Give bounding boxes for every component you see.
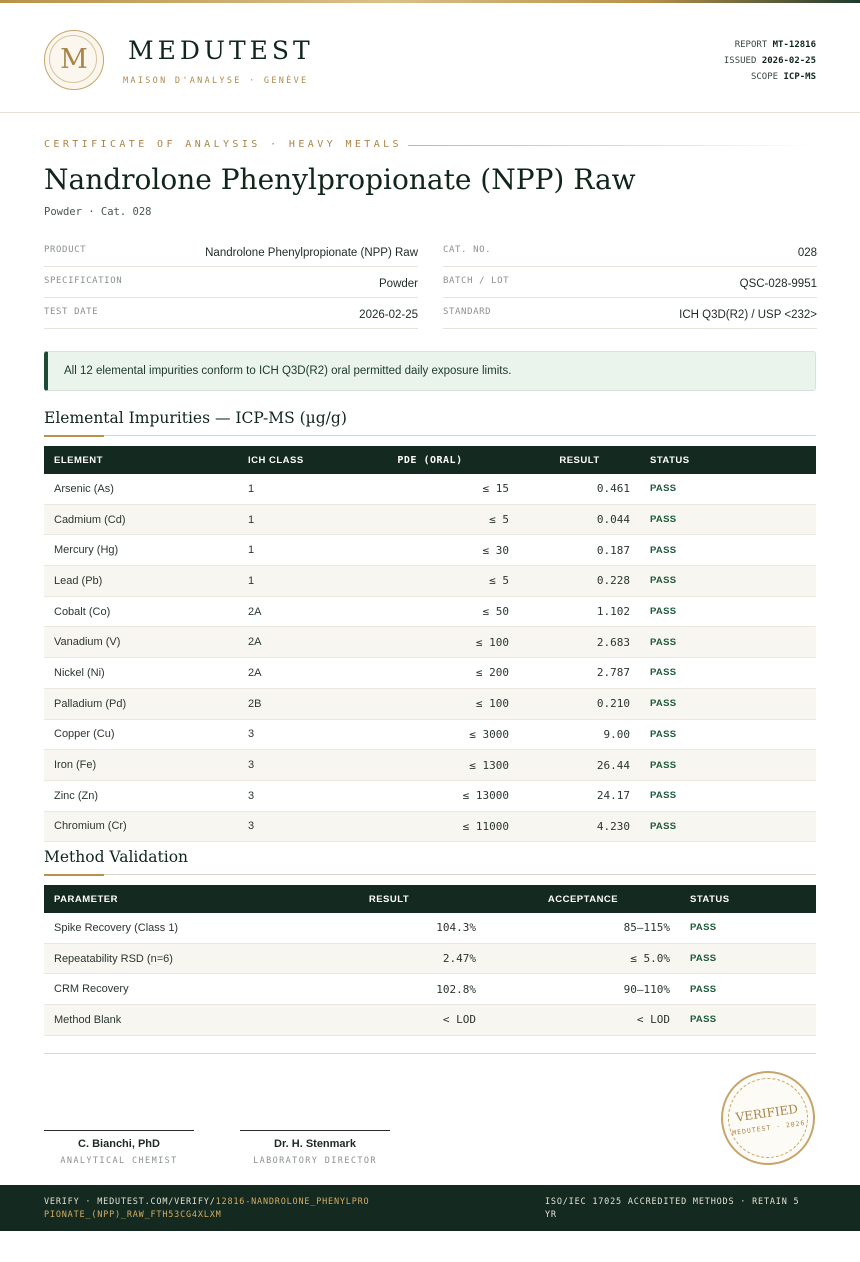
validation-section-heading [44, 848, 816, 875]
pde-cell: ≤ 5 [341, 566, 519, 597]
ich-class-cell: 2B [238, 688, 341, 719]
status-badge: PASS [640, 566, 816, 597]
table-row [44, 535, 816, 566]
status-badge: PASS [680, 1005, 816, 1036]
result-cell: 104.3% [292, 913, 486, 943]
impurities-table-body [44, 474, 816, 842]
page-header [0, 3, 860, 113]
issued-date: 2026-02-25 [761, 56, 816, 66]
result-cell: 1.102 [519, 596, 640, 627]
pde-cell: ≤ 50 [341, 596, 519, 627]
table-row [44, 913, 816, 943]
element-cell: Chromium (Cr) [44, 811, 238, 842]
column-header: ICH CLASS [238, 446, 341, 474]
pde-cell: ≤ 15 [341, 474, 519, 504]
result-cell: 26.44 [519, 750, 640, 781]
parameter-cell: Method Blank [44, 1005, 292, 1036]
ich-class-cell: 3 [238, 811, 341, 842]
table-row [44, 504, 816, 535]
result-cell: 0.461 [519, 474, 640, 504]
ich-class-cell: 2A [238, 596, 341, 627]
result-cell: < LOD [292, 1005, 486, 1036]
subtitle-text: Powder · Cat. 028 [44, 206, 152, 218]
info-row-standard [443, 298, 817, 329]
table-row [44, 566, 816, 597]
result-cell: 4.230 [519, 811, 640, 842]
element-cell: Zinc (Zn) [44, 780, 238, 811]
stamp-word: VERIFIED [734, 1101, 799, 1125]
pde-cell: ≤ 100 [341, 688, 519, 719]
info-value: Nandrolone Phenylpropionate (NPP) Raw [205, 247, 418, 259]
brand-tagline: MAISON D'ANALYSE · GENÈVE [123, 76, 309, 86]
info-label: PRODUCT [44, 245, 87, 255]
pde-cell: ≤ 5 [341, 504, 519, 535]
pde-cell: ≤ 200 [341, 658, 519, 689]
status-badge: PASS [680, 913, 816, 943]
ich-class-cell: 3 [238, 719, 341, 750]
verify-link[interactable] [44, 1196, 374, 1221]
status-badge: PASS [640, 474, 816, 504]
impurities-section-title: Elemental Impurities — ICP-MS (µg/g) [44, 409, 347, 427]
table-row [44, 719, 816, 750]
element-cell: Copper (Cu) [44, 719, 238, 750]
ich-class-cell: 2A [238, 658, 341, 689]
page-footer [0, 1185, 860, 1231]
result-cell: 0.044 [519, 504, 640, 535]
info-value: ICH Q3D(R2) / USP <232> [679, 309, 817, 321]
info-value: 2026-02-25 [359, 309, 418, 321]
conformity-note [44, 351, 816, 391]
table-row [44, 811, 816, 842]
element-cell: Arsenic (As) [44, 474, 238, 504]
status-badge: PASS [680, 974, 816, 1005]
element-cell: Mercury (Hg) [44, 535, 238, 566]
status-badge: PASS [640, 535, 816, 566]
pde-cell: ≤ 11000 [341, 811, 519, 842]
status-badge: PASS [640, 811, 816, 842]
info-value: 028 [797, 247, 817, 259]
conformity-note-text: All 12 elemental impurities conform to ICH Q3D(R2) oral permitted daily exposure limits. [64, 365, 512, 377]
stamp-caption: MEDUTEST · 2026 [731, 1118, 806, 1138]
result-cell: 0.228 [519, 566, 640, 597]
validation-header-row [44, 885, 816, 913]
impurities-section-heading [44, 409, 816, 436]
result-cell: 24.17 [519, 780, 640, 811]
ich-class-cell: 2A [238, 627, 341, 658]
brand-name: MEDUTEST [128, 36, 314, 65]
status-badge: PASS [640, 688, 816, 719]
acceptance-cell: ≤ 5.0% [486, 943, 680, 974]
column-header: ACCEPTANCE [486, 885, 680, 913]
signatory-name: Dr. H. Stenmark [274, 1138, 356, 1150]
table-row [44, 1005, 816, 1036]
report-meta [724, 37, 816, 85]
table-row [44, 780, 816, 811]
info-row-specification [44, 267, 418, 298]
column-header: RESULT [292, 885, 486, 913]
certificate-eyebrow: CERTIFICATE OF ANALYSIS · HEAVY METALS [44, 139, 402, 150]
result-cell: 2.787 [519, 658, 640, 689]
result-cell: 9.00 [519, 719, 640, 750]
element-cell: Palladium (Pd) [44, 688, 238, 719]
report-number: MT-12816 [772, 40, 816, 50]
info-row-batch-lot [443, 267, 817, 298]
parameter-cell: Repeatability RSD (n=6) [44, 943, 292, 974]
status-badge: PASS [640, 780, 816, 811]
status-badge: PASS [640, 504, 816, 535]
page-title: Nandrolone Phenylpropionate (NPP) Raw [44, 163, 636, 196]
info-row-product [44, 236, 418, 267]
acceptance-cell: 85–115% [486, 913, 680, 943]
result-cell: 0.210 [519, 688, 640, 719]
logo-monogram: M [60, 44, 88, 75]
info-value: Powder [379, 278, 418, 290]
info-label: STANDARD [443, 307, 492, 317]
info-label: BATCH / LOT [443, 276, 510, 286]
element-cell: Iron (Fe) [44, 750, 238, 781]
result-cell: 0.187 [519, 535, 640, 566]
pde-cell: ≤ 13000 [341, 780, 519, 811]
column-header: ELEMENT [44, 446, 238, 474]
info-grid-left [44, 236, 418, 329]
status-badge: PASS [640, 750, 816, 781]
column-header: RESULT [519, 446, 640, 474]
parameter-cell: Spike Recovery (Class 1) [44, 913, 292, 943]
table-row [44, 658, 816, 689]
acceptance-cell: < LOD [486, 1005, 680, 1036]
table-row [44, 627, 816, 658]
section-underline [44, 874, 104, 876]
table-row [44, 596, 816, 627]
ich-class-cell: 3 [238, 750, 341, 781]
info-label: TEST DATE [44, 307, 99, 317]
signature-block-director [240, 1130, 390, 1166]
page-subtitle [44, 206, 151, 218]
ich-class-cell: 3 [238, 780, 341, 811]
result-cell: 2.47% [292, 943, 486, 974]
signatory-role: LABORATORY DIRECTOR [253, 1156, 377, 1166]
table-row [44, 688, 816, 719]
element-cell: Lead (Pb) [44, 566, 238, 597]
validation-section-title: Method Validation [44, 848, 189, 866]
info-value: QSC-028-9951 [739, 278, 817, 290]
section-underline [44, 435, 104, 437]
verify-code: 12816-NANDROLONE_PHENYLPROPIONATE_(NPP)_RAW_FTH53CG4XLXM [44, 1197, 370, 1220]
table-row [44, 474, 816, 504]
eyebrow-rule [408, 145, 816, 146]
ich-class-cell: 1 [238, 535, 341, 566]
impurities-table [44, 446, 816, 842]
acceptance-cell: 90–110% [486, 974, 680, 1005]
pde-cell: ≤ 100 [341, 627, 519, 658]
info-label: SPECIFICATION [44, 276, 123, 286]
column-header: STATUS [680, 885, 816, 913]
signature-block-chemist [44, 1130, 194, 1166]
element-cell: Cobalt (Co) [44, 596, 238, 627]
column-header: PARAMETER [44, 885, 292, 913]
verified-stamp [715, 1065, 821, 1171]
column-header: STATUS [640, 446, 816, 474]
status-badge: PASS [640, 627, 816, 658]
pde-cell: ≤ 30 [341, 535, 519, 566]
info-row-test-date [44, 298, 418, 329]
status-badge: PASS [640, 596, 816, 627]
element-cell: Vanadium (V) [44, 627, 238, 658]
column-header: PDE (ORAL) [341, 446, 519, 474]
report-label: REPORT [734, 40, 768, 50]
status-badge: PASS [680, 943, 816, 974]
scope-value: ICP-MS [783, 72, 816, 82]
element-cell: Nickel (Ni) [44, 658, 238, 689]
info-grid-right [443, 236, 817, 329]
pde-cell: ≤ 3000 [341, 719, 519, 750]
accreditation-note: ISO/IEC 17025 ACCREDITED METHODS · RETAIN 5 YR [545, 1197, 800, 1220]
info-row-cat-no [443, 236, 817, 267]
table-row [44, 943, 816, 974]
status-badge: PASS [640, 719, 816, 750]
table-row [44, 974, 816, 1005]
parameter-cell: CRM Recovery [44, 974, 292, 1005]
brand-logo [44, 30, 104, 90]
ich-class-cell: 1 [238, 566, 341, 597]
impurities-header-row [44, 446, 816, 474]
verify-prefix: VERIFY · MEDUTEST.COM/VERIFY/ [44, 1197, 216, 1207]
validation-table [44, 885, 816, 1036]
validation-table-body [44, 913, 816, 1035]
signatory-name: C. Bianchi, PhD [78, 1138, 160, 1150]
scope-label: SCOPE [750, 72, 779, 82]
ich-class-cell: 1 [238, 474, 341, 504]
table-row [44, 750, 816, 781]
info-label: CAT. NO. [443, 245, 492, 255]
signatory-role: ANALYTICAL CHEMIST [60, 1156, 178, 1166]
result-cell: 2.683 [519, 627, 640, 658]
element-cell: Cadmium (Cd) [44, 504, 238, 535]
status-badge: PASS [640, 658, 816, 689]
result-cell: 102.8% [292, 974, 486, 1005]
pde-cell: ≤ 1300 [341, 750, 519, 781]
signature-divider [44, 1053, 816, 1054]
issued-label: ISSUED [723, 56, 757, 66]
ich-class-cell: 1 [238, 504, 341, 535]
